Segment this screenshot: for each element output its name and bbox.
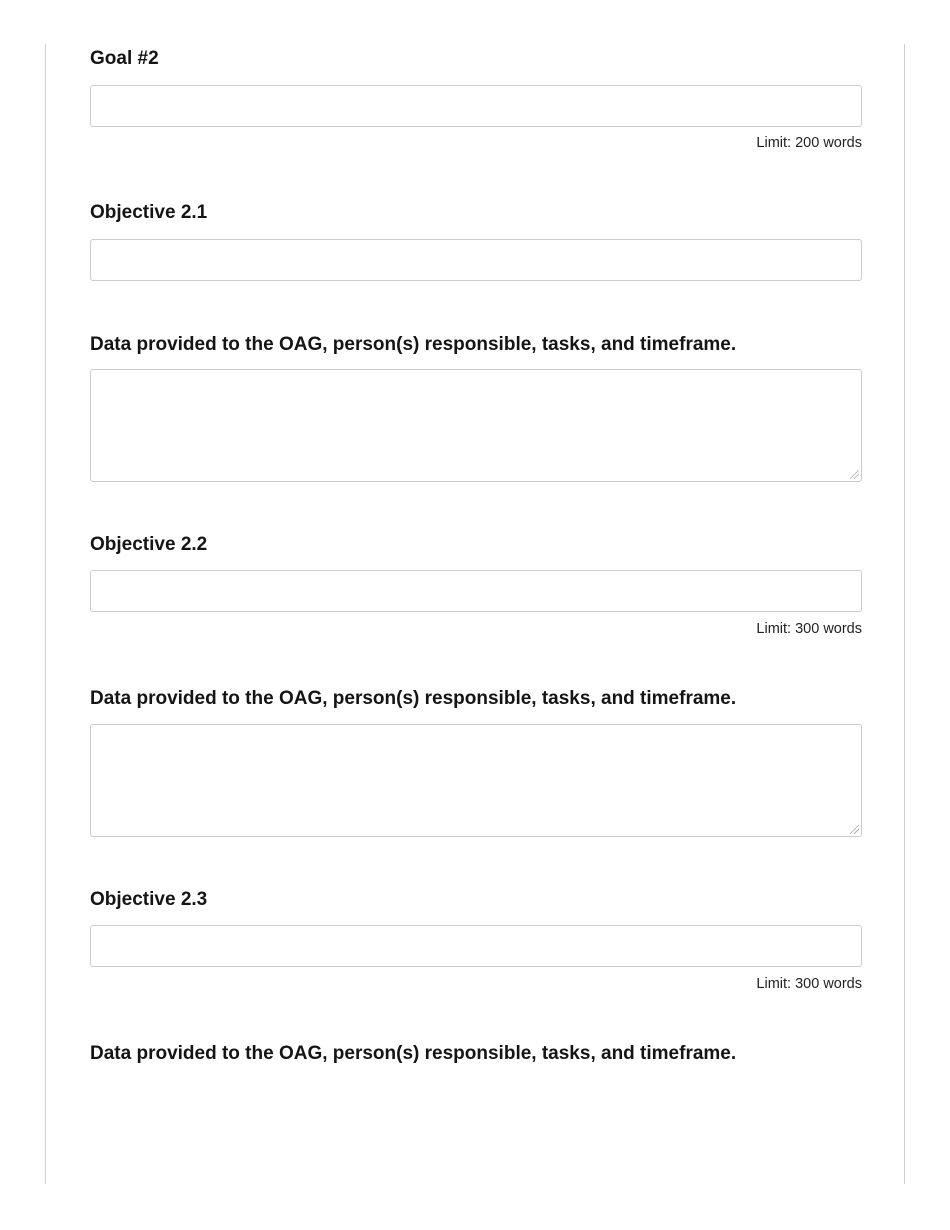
data-2-2-label: Data provided to the OAG, person(s) responsible, tasks, and timeframe. <box>90 688 737 709</box>
objective-2-2-label: Objective 2.2 <box>90 534 208 555</box>
objective-2-3-label: Objective 2.3 <box>90 889 208 910</box>
data-2-2-textarea[interactable] <box>90 724 862 837</box>
data-2-3-label: Data provided to the OAG, person(s) responsible, tasks, and timeframe. <box>90 1043 737 1064</box>
resize-handle-icon[interactable] <box>850 470 859 479</box>
resize-handle-icon[interactable] <box>850 825 859 834</box>
objective-2-1-label: Objective 2.1 <box>90 202 208 223</box>
objective-2-3-word-limit: Limit: 300 words <box>756 976 862 992</box>
goal-2-label: Goal #2 <box>90 48 159 69</box>
objective-2-2-word-limit: Limit: 300 words <box>756 621 862 637</box>
goal-2-input[interactable] <box>90 85 862 127</box>
objective-2-2-input[interactable] <box>90 570 862 612</box>
data-2-1-label: Data provided to the OAG, person(s) responsible, tasks, and timeframe. <box>90 334 737 355</box>
goal-2-word-limit: Limit: 200 words <box>756 135 862 151</box>
objective-2-1-input[interactable] <box>90 239 862 281</box>
data-2-1-textarea[interactable] <box>90 369 862 482</box>
objective-2-3-input[interactable] <box>90 925 862 967</box>
